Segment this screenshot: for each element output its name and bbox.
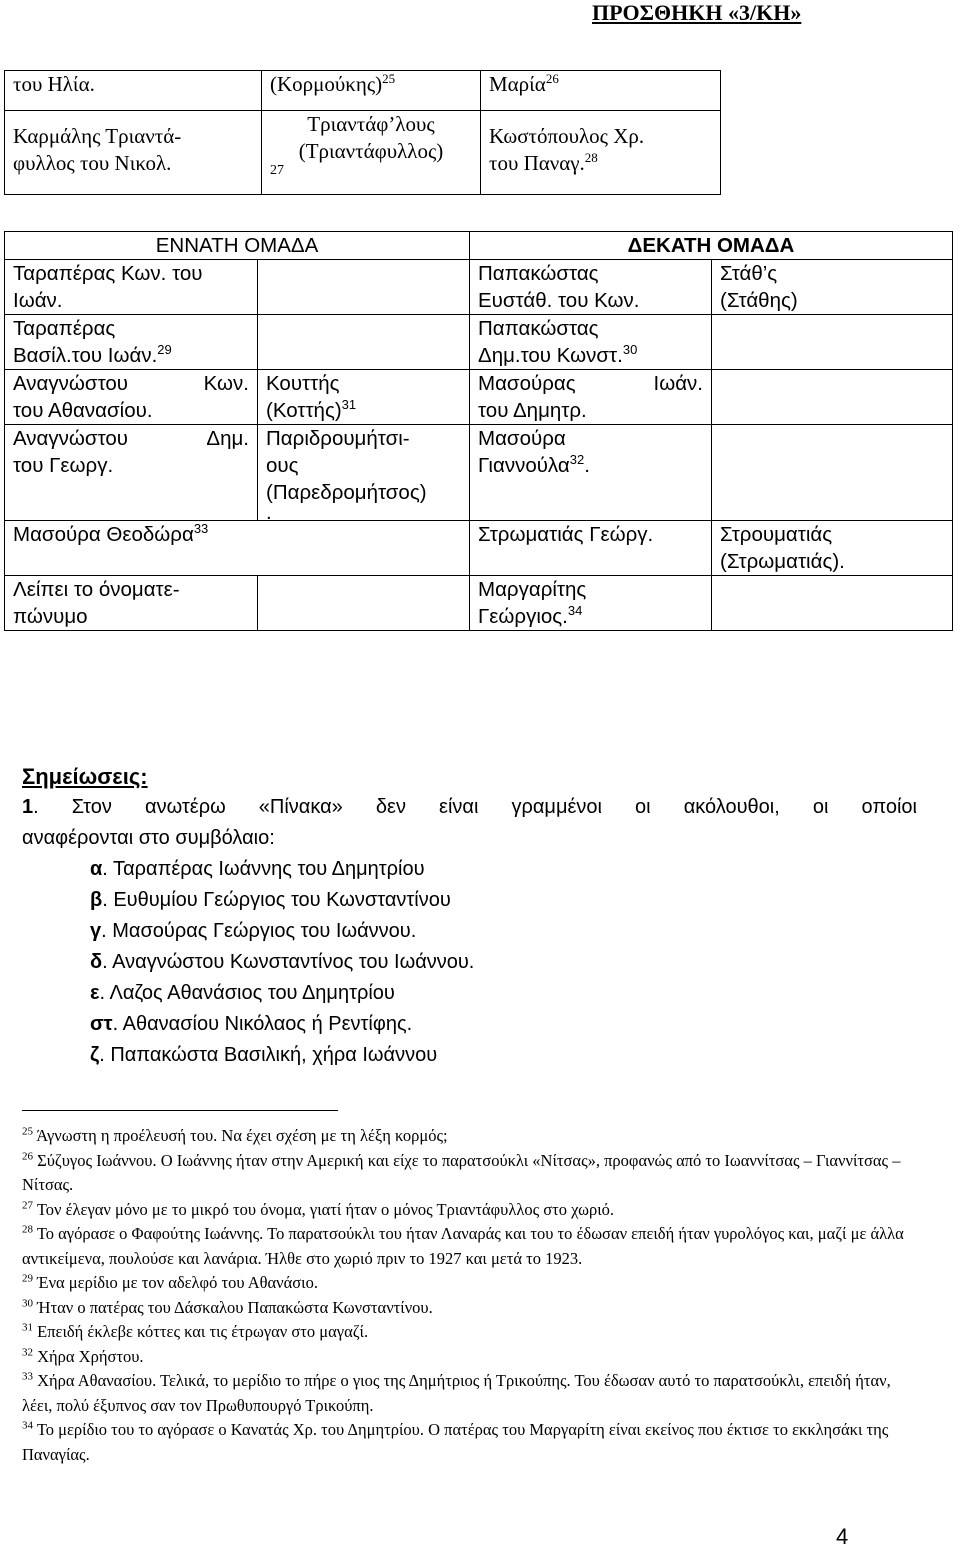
table-cell (5, 370, 258, 425)
cell-text: . (584, 454, 590, 477)
table-cell (481, 71, 721, 111)
cell-text: Μαρία (489, 72, 546, 96)
footnote-text: Χήρα Αθανασίου. Τελικά, το μερίδιο το πήρε ο γιος της Δημήτριος ή Τρικούπης. Του έδωσαν αυτό το παρατσούκλι, επειδή ήταν, λέει, πολύ έξυπνος σαν τον Πρωθυπουργό Τρικούπη. (22, 1371, 891, 1415)
cell-text: Αναγνώστου (13, 372, 128, 395)
item-text: . Αθανασίου Νικόλαος ή Ρεντίφης. (112, 1013, 413, 1035)
table-row (5, 232, 953, 260)
table-cell (262, 71, 481, 111)
cell-text: του Αθανασίου. (13, 399, 153, 422)
footnote-text: Το αγόρασε ο Φαφούτης Ιωάννης. Το παρατσούκλι του ήταν Λαναράς και του το έδωσαν επειδή ήταν γυρολόγος και, μαζί με άλλα αντικείμενα, πουλούσε και λανάρια. Ήλθε στο χωριό πριν το 1927 και μετά το 1923. (22, 1224, 904, 1268)
cell-text: Λείπει το όνοματε- (13, 578, 180, 601)
footnote-number: 33 (22, 1370, 33, 1383)
item-text: . Παπακώστα Βασιλική, χήρα Ιωάννου (99, 1044, 438, 1066)
cell-text: Μασούρα Θεοδώρα (13, 523, 194, 546)
footnote (22, 1418, 917, 1467)
list-item (22, 885, 917, 916)
cell-text: Ταραπέρας Κων. του (13, 262, 203, 285)
table-cell (470, 521, 712, 576)
cell-text: Ευστάθ. του Κων. (478, 289, 640, 312)
cell-text: . (266, 501, 272, 524)
table-cell (712, 370, 953, 425)
cell-text: Αναγνώστου (13, 427, 128, 450)
table-cell (5, 576, 258, 631)
cell-text: (Κορμούκης) (270, 72, 383, 96)
footnote (22, 1222, 917, 1271)
table-cell (481, 111, 721, 195)
footnote-number: 26 (22, 1150, 33, 1162)
footnote-ref: 34 (567, 603, 583, 619)
footnote-number: 29 (22, 1272, 33, 1285)
cell-text: Τριαντάφ’λους (307, 112, 435, 136)
cell-text: του Παναγ. (489, 151, 585, 175)
table-cell (5, 260, 258, 315)
item-letter: ζ (90, 1044, 100, 1066)
table-cell (5, 111, 262, 195)
table-cell (5, 425, 258, 521)
table-cell (470, 315, 712, 370)
cell-text: Μαργαρίτης (478, 578, 587, 601)
page-number: 4 (836, 1524, 849, 1549)
footnote-ref: 28 (584, 150, 598, 165)
groups-table (4, 231, 953, 631)
table-row (5, 71, 721, 111)
cell-text: Στρουματιάς (720, 523, 833, 546)
cell-text: Ταραπέρας (13, 317, 116, 340)
footnote-text: Ένα μερίδιο με τον αδελφό του Αθανάσιο. (37, 1273, 318, 1292)
footnote-ref: 32 (569, 452, 585, 468)
footnote (22, 1198, 917, 1223)
table-cell (5, 71, 262, 111)
footnote-number: 31 (22, 1321, 33, 1334)
table-cell (470, 576, 712, 631)
item-text: . Μασούρας Γεώργιος του Ιωάννου. (101, 920, 417, 942)
group-ten-heading: ΔΕΚΑΤΗ ΟΜΑΔΑ (470, 232, 953, 260)
table-cell (712, 576, 953, 631)
cell-text: (Στρωματιάς). (720, 550, 845, 573)
cell-text: Ιωάν. (653, 372, 703, 395)
list-item (22, 1009, 917, 1040)
cell-text: Παπακώστας (478, 317, 599, 340)
cell-text: Βασίλ.του Ιωάν. (13, 344, 158, 367)
group-nine-heading: ΕΝΝΑΤΗ ΟΜΑΔΑ (5, 232, 470, 260)
footnote (22, 1345, 917, 1370)
footnote (22, 1149, 917, 1198)
table-row (5, 111, 721, 195)
note-text: . Στον ανωτέρω «Πίνακα» δεν είναι γραμμένοι οι ακόλουθοι, οι οποίοι (33, 796, 917, 818)
table-cell (712, 425, 953, 521)
footnote (22, 1271, 917, 1296)
cell-text: Κωστόπουλος Χρ. (489, 124, 645, 148)
table-cell (258, 370, 470, 425)
list-item (22, 1040, 917, 1071)
cell-text: Μασούρα (478, 427, 566, 450)
note-line: αναφέρονται στο συμβόλαιο: (22, 827, 275, 849)
cell-text: πώνυμο (13, 605, 88, 628)
table-cell (712, 521, 953, 576)
footnote-text: Χήρα Χρήστου. (37, 1346, 144, 1366)
footnote (22, 1369, 917, 1418)
item-text: . Λαζος Αθανάσιος του Δημητρίου (99, 982, 395, 1004)
cell-text: του Ηλία. (13, 72, 95, 96)
footnote-ref: 31 (341, 397, 357, 413)
table-row (5, 521, 953, 576)
table-cell (470, 425, 712, 521)
footnote-text: Ήταν ο πατέρας του Δάσκαλου Παπακώστα Κωνσταντίνου. (37, 1297, 433, 1317)
footnote-number: 32 (22, 1346, 33, 1358)
footnote-ref: 25 (382, 71, 396, 86)
item-text: . Ταραπέρας Ιωάννης του Δημητρίου (102, 858, 425, 880)
item-text: . Αναγνώστου Κωνσταντίνος του Ιωάννου. (102, 951, 475, 973)
list-item (22, 947, 917, 978)
note-number: 1 (22, 796, 34, 818)
footnote-text: Επειδή έκλεβε κόττες και τις έτρωγαν στο μαγαζί. (37, 1322, 369, 1341)
continuation-table (4, 70, 721, 195)
table-cell (712, 260, 953, 315)
cell-text: του Δημητρ. (478, 399, 587, 422)
note-line (22, 792, 917, 823)
cell-text: φυλλος του Νικολ. (13, 151, 172, 175)
table-row (5, 315, 953, 370)
item-letter: γ (90, 920, 102, 942)
footnote-text: Σύζυγος Ιωάννου. Ο Ιωάννης ήταν στην Αμερική και είχε το παρατσούκλι «Νίτσας», προφανώς από το Ιωαννίτσας – Γιαννίτσας – Νίτσας. (22, 1150, 901, 1194)
item-letter: δ (90, 951, 103, 973)
footnote-divider (22, 1110, 338, 1111)
footnote-number: 25 (22, 1125, 33, 1138)
footnote-ref: 29 (157, 342, 172, 358)
cell-text: Μασούρας (478, 372, 576, 395)
footnote-ref: 26 (545, 71, 559, 86)
table-row (5, 576, 953, 631)
item-letter: ε (90, 982, 100, 1004)
notes-title: Σημείωσεις: (22, 764, 148, 789)
footnote (22, 1296, 917, 1321)
footnote-ref: 30 (622, 342, 638, 358)
footnote-ref: 27 (270, 163, 284, 178)
table-cell (5, 521, 470, 576)
cell-text: Δημ.του Κωνστ. (478, 344, 623, 367)
table-row (5, 425, 953, 521)
cell-text: (Στάθης) (720, 289, 798, 312)
footnote-number: 28 (22, 1223, 33, 1236)
footnotes (22, 1124, 917, 1467)
table-row (5, 260, 953, 315)
footnote-number: 34 (22, 1419, 33, 1432)
cell-text: ους (266, 454, 299, 477)
table-cell (5, 315, 258, 370)
footnote (22, 1320, 917, 1345)
table-cell (262, 111, 481, 195)
table-cell (258, 260, 470, 315)
footnote-text: Τον έλεγαν μόνο με το μικρό του όνομα, γιατί ήταν ο μόνος Τριαντάφυλλος στο χωριό. (36, 1199, 615, 1219)
item-letter: α (90, 858, 103, 880)
page-header-title: ΠΡΟΣΘΗΚΗ «3/ΚΗ» (592, 0, 802, 25)
cell-text: Στάθ’ς (720, 262, 778, 285)
footnote-text: Το μερίδιο του το αγόρασε ο Κανατάς Χρ. του Δημητρίου. Ο πατέρας του Μαργαρίτη είναι εκείνος που έκτισε το εκκλησάκι της Παναγίας. (22, 1420, 889, 1464)
table-row (5, 370, 953, 425)
notes-section (22, 762, 917, 1071)
cell-text: του Γεωργ. (13, 454, 114, 477)
footnote-number: 27 (22, 1199, 33, 1211)
cell-text: Κουττής (266, 372, 340, 395)
footnote-text: Άγνωστη η προέλευσή του. Να έχει σχέση με τη λέξη κορμός; (36, 1126, 448, 1145)
cell-text: Καρμάλης Τριαντά- (13, 124, 182, 148)
cell-text: Γεώργιος. (478, 605, 568, 628)
table-cell (470, 260, 712, 315)
table-cell (258, 576, 470, 631)
table-cell (258, 425, 470, 524)
footnote-number: 30 (22, 1297, 33, 1309)
item-letter: β (90, 889, 103, 911)
item-text: . Ευθυμίου Γεώργιος του Κωνσταντίνου (102, 889, 451, 911)
cell-text: Στρωματιάς Γεώργ. (478, 523, 654, 546)
cell-text: Γιαννούλα (478, 454, 570, 477)
list-item (22, 854, 917, 885)
cell-text: Δημ. (206, 427, 249, 450)
footnote-ref: 33 (193, 521, 209, 537)
cell-text: Κων. (203, 372, 249, 395)
cell-text: Παπακώστας (478, 262, 599, 285)
cell-text: (Κοττής) (266, 399, 342, 422)
table-cell (712, 315, 953, 370)
cell-text: (Τριαντάφυλλος) (298, 139, 444, 163)
item-letter: στ (90, 1013, 113, 1035)
table-cell (470, 370, 712, 425)
table-cell (258, 315, 470, 370)
list-item (22, 978, 917, 1009)
cell-text: Παριδρουμήτσι- (266, 427, 410, 450)
cell-text: (Παρεδρομήτσος) (266, 481, 427, 504)
cell-text: Ιωάν. (13, 289, 63, 312)
footnote (22, 1124, 917, 1149)
list-item (22, 916, 917, 947)
